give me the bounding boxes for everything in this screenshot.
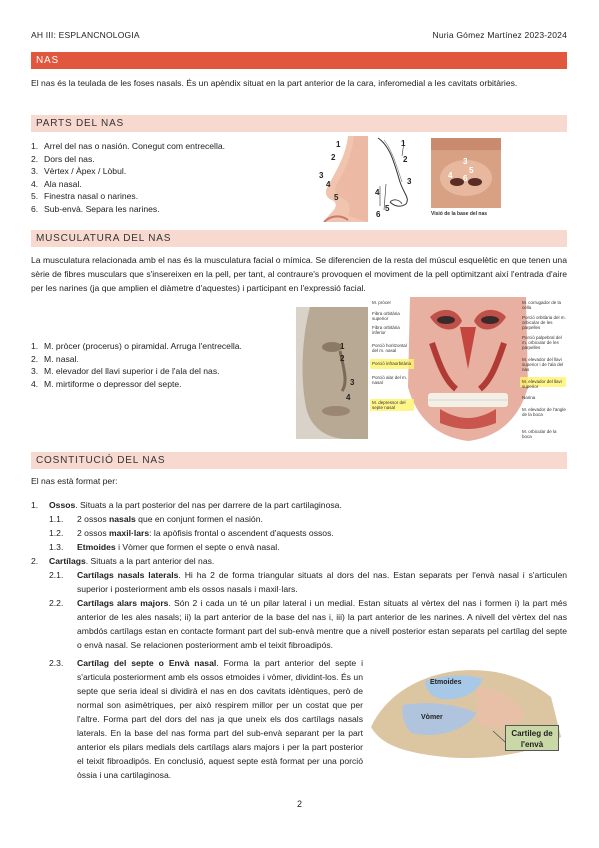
list-item: 1. Ossos. Situats a la part posterior del nas per darrere de la part cartilaginosa. [31, 500, 342, 510]
list-item: 2. Dors del nas. [31, 153, 95, 164]
section-title-constitution: COSNTITUCIÓ DEL NAS [36, 455, 166, 466]
list-item: 2.3. Cartílag del septe o Envà nasal. Forma la part anterior del septe i s'articula posteriorment amb els ossos etmoides i vòmer, dividint-los. És un septe que seria ideal si dividirà el nas en dos cavitats idèntiques, però de normal son asimètriques, per això respirem millor per un costat que per l'altre. Forma part del dors del nas ja que uneix els dos cartílags nasals laterals. En la base del nas forma part del sub-envà separant per la part anterior els pilars medials dels cartílags alars majors i per la part posterior el teixit fibroadipós. En conclusió, aquest septe està format per una porció òssia i una cartilaginosa. [49, 658, 363, 780]
muscles-list [31, 340, 293, 390]
figure-number: 6 [376, 210, 381, 219]
annotation-label: Porció infraorbitària [372, 361, 412, 366]
nose-lateral-drawing [372, 136, 424, 222]
figure-number: 2 [331, 153, 336, 162]
base-caption: Visió de la base del nas [431, 211, 488, 217]
muscle-anatomy-illustration [370, 297, 566, 441]
constitution-list [31, 498, 567, 652]
list-item: 4. M. mirtiforme o depressor del septe. [31, 378, 182, 389]
figure-number: 1 [401, 139, 406, 148]
figure-number: 5 [469, 166, 474, 175]
figure-number: 4 [326, 180, 331, 189]
annotation-label: M. orbicular de la boca [522, 429, 557, 439]
figure-number: 4 [375, 188, 380, 197]
annotation-label: Fibra orbitària inferior [372, 325, 400, 335]
section-bar-parts [31, 115, 567, 132]
figure-number: 3 [319, 171, 324, 180]
label-septal-cartilage: Cartileg de l'envà [505, 725, 559, 751]
figure-number: 3 [463, 157, 468, 166]
header-author: Nuria Gómez Martínez 2023-2024 [432, 30, 567, 40]
list-item: 2.2. Cartílags alars majors. Són 2 i cada un té un pilar lateral i un medial. Estan situats al vèrtex del nas i formen i) la part més anterior de les ales nasals; ii) la part anterior de la base del nas i, iii) la part anterior de les narines. A nivell del vèrtex del nas ambdós cartílags estan en contacte formant part del sub-envà mentre que a nivell posterior estan separats pel cartílag del septe o envà nasal. Se relacionen posteriorment amb el teixit fibroadipós. [49, 598, 567, 650]
list-item: 1.1. 2 ossos nasals que en conjunt formen el nasión. [49, 514, 263, 524]
annotation-label: Porció horitzontal del m. nasal [372, 343, 407, 353]
annotation-label: M. elevador del llavi superior i de l'ala del nas [522, 357, 564, 372]
section-bar-constitution [31, 452, 567, 469]
muscles-paragraph: La musculatura relacionada amb el nas és la musculatura facial o mímica. Se diferencien de la resta del múscul esquelètic en que tenen una sèrie de fibres musculars que s'insereixen en la pell, per tant, al contraure's provoquen el moviment de la pell optimitzant així l'entrada d'aire per les narines (ja que amplien el diàmetre d'aquestes) i participant en l'expressió facial. [31, 255, 567, 293]
annotation-label: M. corrugador de la cella [522, 300, 562, 310]
nas-intro: El nas és la teulada de les foses nasals. És un apèndix situat en la part anterior de la cara, inferomedial a les cavitats orbitàries. [31, 78, 518, 88]
septum-illustration [365, 657, 567, 765]
muscle-dissection-photo [296, 307, 368, 439]
section-title-parts: PARTS DEL NAS [36, 118, 125, 129]
list-item: 3. M. elevador del llavi superior i de l'ala del nas. [31, 366, 220, 377]
annotation-label: Porció alar del m. nasal [372, 375, 408, 385]
figure-number: 3 [407, 177, 412, 186]
section-bar-muscles [31, 230, 567, 247]
annotation-label: Porció orbitària del m. orbicular de les parpelles [522, 315, 566, 330]
nose-profile-photo [318, 136, 368, 222]
annotation-label: M. elevador del llavi superior [522, 379, 562, 389]
figure-number: 2 [340, 354, 345, 363]
constitution-intro: El nas està format per: [31, 476, 118, 486]
figure-number: 1 [336, 140, 341, 149]
figure-number: 5 [385, 204, 390, 213]
page-number: 2 [296, 799, 302, 809]
label-etmoides: Etmoides [430, 679, 462, 686]
section-title-nas: NAS [36, 55, 59, 66]
list-item: 6. Sub-envà. Separa les narines. [31, 203, 160, 214]
list-item: 2. Cartílags. Situats a la part anterior del nas. [31, 556, 215, 566]
list-item: 2.1. Cartílags nasals laterals. Hi ha 2 de forma triangular situats al dors del nas. Estan separats per l'envà nasal i s'articulen superior i posteriorment amb els ossos nasals i maxil·lars. [49, 570, 568, 594]
list-item: 3. Vèrtex / Àpex / Lòbul. [31, 166, 127, 177]
list-item: 1.2. 2 ossos maxil·lars: la apòfisis frontal o ascendent d'aquests ossos. [49, 528, 334, 538]
figure-number: 5 [334, 193, 339, 202]
annotation-label: M. elevador de l'angle de la boca [522, 407, 566, 417]
label-vomer: Vòmer [421, 714, 443, 721]
figure-number: 4 [346, 393, 351, 402]
figure-number: 3 [350, 378, 355, 387]
section-bar-nas [31, 52, 567, 69]
annotation-label: M. pròcer [372, 300, 392, 305]
figure-number: 6 [463, 174, 468, 183]
list-item: 1.3. Etmoides i Vòmer que formen el septe o envà nasal. [49, 542, 280, 552]
annotation-label: Porció palpebral del m. orbicular de les parpelles [522, 335, 562, 350]
nose-base-photo [431, 138, 501, 208]
annotation-label: Narina [522, 395, 536, 400]
header-subject: AH III: ESPLANCNOLOGIA [31, 30, 140, 40]
list-item: 2. M. nasal. [31, 353, 79, 364]
figure-number: 1 [340, 342, 345, 351]
list-item: 4. Ala nasal. [31, 178, 82, 189]
parts-list [31, 140, 291, 216]
annotation-label: Fibra orbitària superior [372, 311, 400, 321]
list-item: 1. Arrel del nas o nasión. Conegut com entrecella. [31, 141, 226, 151]
figure-number: 4 [448, 171, 453, 180]
list-item: 1. M. pròcer (procerus) o piramidal. Arruga l'entrecella. [31, 341, 242, 351]
figure-number: 2 [403, 155, 408, 164]
annotation-label: M. depressor del septe nasal [372, 400, 406, 410]
section-title-muscles: MUSCULATURA DEL NAS [36, 233, 172, 244]
list-item: 5. Finestra nasal o narines. [31, 191, 139, 202]
